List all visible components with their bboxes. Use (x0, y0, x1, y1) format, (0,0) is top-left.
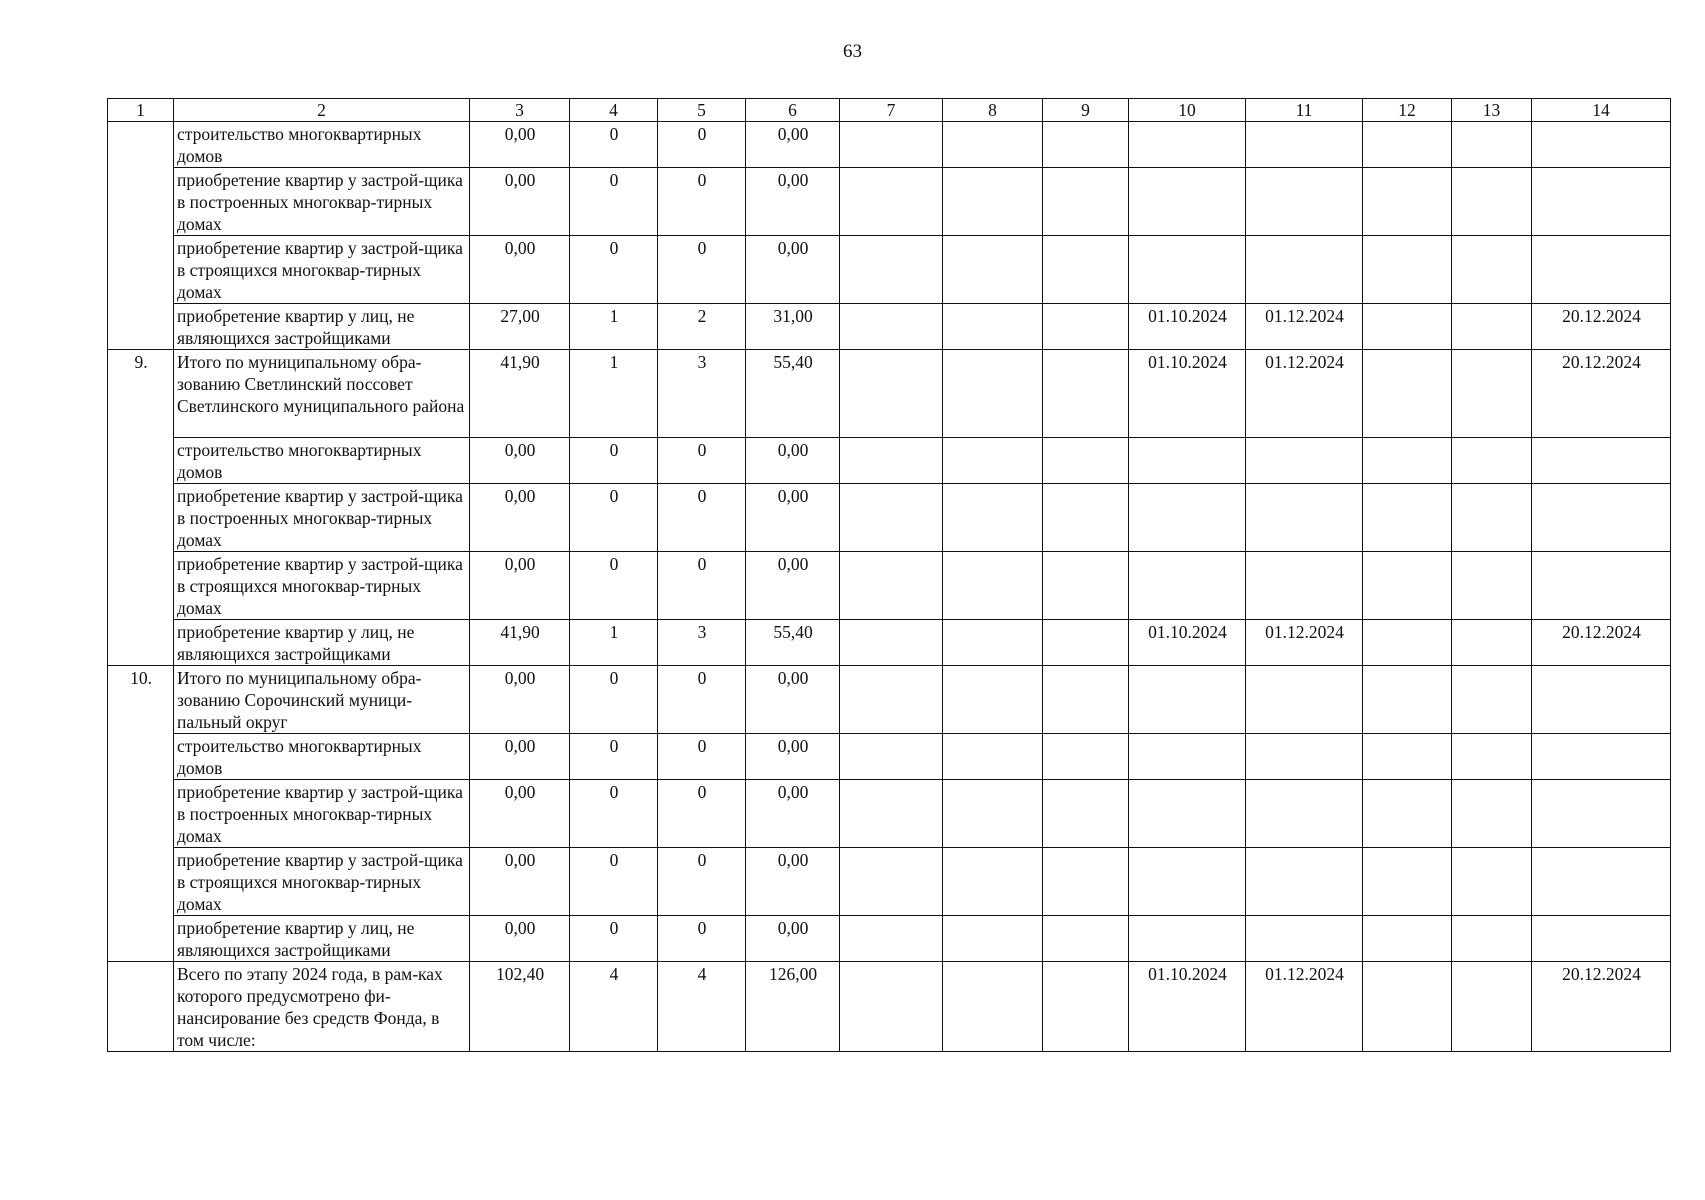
row-number-cell (108, 304, 174, 350)
col12-cell (1363, 122, 1452, 168)
col12-cell (1363, 620, 1452, 666)
col12-cell (1363, 734, 1452, 780)
persons-cell: 0 (658, 848, 746, 916)
total-area-cell: 0,00 (746, 780, 840, 848)
col13-cell (1452, 438, 1532, 484)
col8-cell (943, 438, 1043, 484)
families-cell: 0 (570, 168, 658, 236)
col8-cell (943, 962, 1043, 1052)
col7-cell (840, 620, 943, 666)
date-col10-cell (1129, 122, 1246, 168)
date-col14-cell (1532, 122, 1671, 168)
date-col10-cell (1129, 236, 1246, 304)
col13-cell (1452, 848, 1532, 916)
col7-cell (840, 848, 943, 916)
persons-cell: 0 (658, 780, 746, 848)
date-col14-cell (1532, 916, 1671, 962)
col13-cell (1452, 734, 1532, 780)
col7-cell (840, 484, 943, 552)
area-cell: 0,00 (470, 780, 570, 848)
total-area-cell: 55,40 (746, 620, 840, 666)
date-col14-cell: 20.12.2024 (1532, 962, 1671, 1052)
col9-cell (1043, 734, 1129, 780)
persons-cell: 0 (658, 236, 746, 304)
description-cell: Итого по муниципальному обра-зованию Светлинский поссовет Светлинского муниципального района (174, 350, 470, 438)
column-number-header: 3 (470, 99, 570, 122)
col9-cell (1043, 666, 1129, 734)
page-number: 63 (843, 41, 862, 62)
area-cell: 0,00 (470, 848, 570, 916)
date-col14-cell: 20.12.2024 (1532, 620, 1671, 666)
col9-cell (1043, 304, 1129, 350)
area-cell: 41,90 (470, 350, 570, 438)
column-number-header: 1 (108, 99, 174, 122)
program-stage-table (107, 98, 1671, 1052)
col7-cell (840, 552, 943, 620)
table-row (108, 304, 1671, 350)
persons-cell: 0 (658, 484, 746, 552)
col12-cell (1363, 236, 1452, 304)
description-cell: приобретение квартир у лиц, не являющихся застройщиками (174, 304, 470, 350)
col12-cell (1363, 916, 1452, 962)
col13-cell (1452, 916, 1532, 962)
description-cell: приобретение квартир у застрой-щика в построенных многоквар-тирных домах (174, 168, 470, 236)
area-cell: 102,40 (470, 962, 570, 1052)
date-col11-cell (1246, 916, 1363, 962)
col13-cell (1452, 304, 1532, 350)
column-number-header: 13 (1452, 99, 1532, 122)
col7-cell (840, 962, 943, 1052)
table-row (108, 666, 1671, 734)
col9-cell (1043, 122, 1129, 168)
table-row (108, 734, 1671, 780)
col12-cell (1363, 438, 1452, 484)
col8-cell (943, 848, 1043, 916)
row-number-cell (108, 962, 174, 1052)
description-cell: приобретение квартир у лиц, не являющихся застройщиками (174, 916, 470, 962)
date-col11-cell (1246, 780, 1363, 848)
date-col14-cell (1532, 552, 1671, 620)
families-cell: 0 (570, 780, 658, 848)
col12-cell (1363, 304, 1452, 350)
col8-cell (943, 780, 1043, 848)
col12-cell (1363, 848, 1452, 916)
total-area-cell: 55,40 (746, 350, 840, 438)
col7-cell (840, 236, 943, 304)
area-cell: 0,00 (470, 916, 570, 962)
col7-cell (840, 734, 943, 780)
area-cell: 0,00 (470, 552, 570, 620)
col8-cell (943, 916, 1043, 962)
families-cell: 0 (570, 236, 658, 304)
row-number-cell (108, 916, 174, 962)
date-col14-cell (1532, 848, 1671, 916)
col12-cell (1363, 350, 1452, 438)
date-col11-cell (1246, 848, 1363, 916)
area-cell: 0,00 (470, 122, 570, 168)
col12-cell (1363, 962, 1452, 1052)
col12-cell (1363, 168, 1452, 236)
col12-cell (1363, 484, 1452, 552)
persons-cell: 0 (658, 916, 746, 962)
col13-cell (1452, 620, 1532, 666)
area-cell: 0,00 (470, 484, 570, 552)
date-col10-cell (1129, 916, 1246, 962)
date-col11-cell: 01.12.2024 (1246, 962, 1363, 1052)
date-col14-cell (1532, 484, 1671, 552)
date-col10-cell: 01.10.2024 (1129, 620, 1246, 666)
families-cell: 1 (570, 304, 658, 350)
description-cell: Всего по этапу 2024 года, в рам-ках которого предусмотрено фи-нансирование без средств Фонда, в том числе: (174, 962, 470, 1052)
description-cell: приобретение квартир у застрой-щика в строящихся многоквар-тирных домах (174, 848, 470, 916)
date-col10-cell: 01.10.2024 (1129, 304, 1246, 350)
table-row (108, 484, 1671, 552)
date-col10-cell (1129, 168, 1246, 236)
col13-cell (1452, 350, 1532, 438)
col9-cell (1043, 168, 1129, 236)
total-area-cell: 0,00 (746, 484, 840, 552)
total-area-cell: 0,00 (746, 122, 840, 168)
area-cell: 0,00 (470, 168, 570, 236)
col9-cell (1043, 620, 1129, 666)
area-cell: 41,90 (470, 620, 570, 666)
col9-cell (1043, 552, 1129, 620)
col7-cell (840, 438, 943, 484)
col8-cell (943, 350, 1043, 438)
col12-cell (1363, 552, 1452, 620)
column-number-header: 4 (570, 99, 658, 122)
row-number-cell: 10. (108, 666, 174, 734)
date-col10-cell (1129, 734, 1246, 780)
total-area-cell: 126,00 (746, 962, 840, 1052)
table-row (108, 168, 1671, 236)
area-cell: 0,00 (470, 666, 570, 734)
column-number-header: 12 (1363, 99, 1452, 122)
total-area-cell: 31,00 (746, 304, 840, 350)
persons-cell: 0 (658, 168, 746, 236)
total-area-cell: 0,00 (746, 666, 840, 734)
row-number-cell (108, 122, 174, 168)
col9-cell (1043, 484, 1129, 552)
description-cell: приобретение квартир у лиц, не являющихся застройщиками (174, 620, 470, 666)
total-area-cell: 0,00 (746, 848, 840, 916)
table-row (108, 350, 1671, 438)
date-col11-cell: 01.12.2024 (1246, 304, 1363, 350)
row-number-cell (108, 848, 174, 916)
row-number-cell (108, 168, 174, 236)
column-number-header: 7 (840, 99, 943, 122)
col7-cell (840, 168, 943, 236)
row-number-cell (108, 236, 174, 304)
date-col14-cell (1532, 438, 1671, 484)
persons-cell: 0 (658, 666, 746, 734)
col7-cell (840, 916, 943, 962)
date-col11-cell: 01.12.2024 (1246, 620, 1363, 666)
date-col11-cell (1246, 168, 1363, 236)
column-number-header: 5 (658, 99, 746, 122)
families-cell: 0 (570, 438, 658, 484)
column-number-header: 9 (1043, 99, 1129, 122)
date-col11-cell (1246, 484, 1363, 552)
col9-cell (1043, 236, 1129, 304)
table-row (108, 916, 1671, 962)
families-cell: 0 (570, 848, 658, 916)
row-number-cell (108, 484, 174, 552)
families-cell: 4 (570, 962, 658, 1052)
col7-cell (840, 304, 943, 350)
families-cell: 0 (570, 122, 658, 168)
description-cell: приобретение квартир у застрой-щика в строящихся многоквар-тирных домах (174, 552, 470, 620)
column-number-header: 8 (943, 99, 1043, 122)
table-body (108, 99, 1671, 1052)
persons-cell: 0 (658, 734, 746, 780)
row-number-cell: 9. (108, 350, 174, 438)
col13-cell (1452, 122, 1532, 168)
date-col10-cell (1129, 666, 1246, 734)
date-col11-cell (1246, 122, 1363, 168)
col8-cell (943, 666, 1043, 734)
date-col11-cell: 01.12.2024 (1246, 350, 1363, 438)
description-cell: Итого по муниципальному обра-зованию Сорочинский муници-пальный округ (174, 666, 470, 734)
date-col11-cell (1246, 666, 1363, 734)
table-row (108, 122, 1671, 168)
col8-cell (943, 552, 1043, 620)
date-col11-cell (1246, 236, 1363, 304)
column-number-header: 2 (174, 99, 470, 122)
date-col14-cell (1532, 236, 1671, 304)
description-cell: строительство многоквартирных домов (174, 122, 470, 168)
col12-cell (1363, 780, 1452, 848)
families-cell: 0 (570, 552, 658, 620)
date-col10-cell: 01.10.2024 (1129, 962, 1246, 1052)
area-cell: 0,00 (470, 734, 570, 780)
table-row (108, 552, 1671, 620)
date-col10-cell: 01.10.2024 (1129, 350, 1246, 438)
table-row (108, 780, 1671, 848)
description-cell: приобретение квартир у застрой-щика в построенных многоквар-тирных домах (174, 780, 470, 848)
families-cell: 1 (570, 620, 658, 666)
total-area-cell: 0,00 (746, 552, 840, 620)
col9-cell (1043, 962, 1129, 1052)
date-col11-cell (1246, 552, 1363, 620)
col13-cell (1452, 168, 1532, 236)
total-area-cell: 0,00 (746, 916, 840, 962)
persons-cell: 0 (658, 122, 746, 168)
col7-cell (840, 350, 943, 438)
col13-cell (1452, 552, 1532, 620)
date-col14-cell: 20.12.2024 (1532, 304, 1671, 350)
description-cell: приобретение квартир у застрой-щика в построенных многоквар-тирных домах (174, 484, 470, 552)
row-number-cell (108, 552, 174, 620)
total-area-cell: 0,00 (746, 168, 840, 236)
description-cell: строительство многоквартирных домов (174, 734, 470, 780)
persons-cell: 0 (658, 438, 746, 484)
col13-cell (1452, 962, 1532, 1052)
families-cell: 0 (570, 916, 658, 962)
persons-cell: 3 (658, 620, 746, 666)
col13-cell (1452, 666, 1532, 734)
row-number-cell (108, 438, 174, 484)
date-col10-cell (1129, 780, 1246, 848)
col9-cell (1043, 916, 1129, 962)
col8-cell (943, 122, 1043, 168)
date-col10-cell (1129, 552, 1246, 620)
date-col14-cell (1532, 666, 1671, 734)
row-number-cell (108, 734, 174, 780)
col7-cell (840, 666, 943, 734)
total-area-cell: 0,00 (746, 438, 840, 484)
table-row (108, 438, 1671, 484)
date-col11-cell (1246, 438, 1363, 484)
date-col10-cell (1129, 438, 1246, 484)
families-cell: 0 (570, 666, 658, 734)
table-row (108, 620, 1671, 666)
col7-cell (840, 122, 943, 168)
col8-cell (943, 168, 1043, 236)
column-number-header: 11 (1246, 99, 1363, 122)
persons-cell: 4 (658, 962, 746, 1052)
description-cell: приобретение квартир у застрой-щика в строящихся многоквар-тирных домах (174, 236, 470, 304)
persons-cell: 3 (658, 350, 746, 438)
col8-cell (943, 620, 1043, 666)
column-number-row (108, 99, 1671, 122)
total-area-cell: 0,00 (746, 734, 840, 780)
col9-cell (1043, 438, 1129, 484)
col9-cell (1043, 780, 1129, 848)
area-cell: 0,00 (470, 236, 570, 304)
col13-cell (1452, 236, 1532, 304)
col12-cell (1363, 666, 1452, 734)
table-row (108, 848, 1671, 916)
col7-cell (840, 780, 943, 848)
row-number-cell (108, 620, 174, 666)
date-col10-cell (1129, 484, 1246, 552)
date-col14-cell (1532, 734, 1671, 780)
column-number-header: 10 (1129, 99, 1246, 122)
col13-cell (1452, 484, 1532, 552)
row-number-cell (108, 780, 174, 848)
area-cell: 0,00 (470, 438, 570, 484)
persons-cell: 2 (658, 304, 746, 350)
table-row (108, 962, 1671, 1052)
description-cell: строительство многоквартирных домов (174, 438, 470, 484)
families-cell: 1 (570, 350, 658, 438)
date-col14-cell (1532, 780, 1671, 848)
col9-cell (1043, 350, 1129, 438)
column-number-header: 6 (746, 99, 840, 122)
area-cell: 27,00 (470, 304, 570, 350)
date-col14-cell (1532, 168, 1671, 236)
date-col10-cell (1129, 848, 1246, 916)
families-cell: 0 (570, 484, 658, 552)
persons-cell: 0 (658, 552, 746, 620)
families-cell: 0 (570, 734, 658, 780)
table-row (108, 236, 1671, 304)
column-number-header: 14 (1532, 99, 1671, 122)
total-area-cell: 0,00 (746, 236, 840, 304)
date-col11-cell (1246, 734, 1363, 780)
col13-cell (1452, 780, 1532, 848)
col8-cell (943, 304, 1043, 350)
date-col14-cell: 20.12.2024 (1532, 350, 1671, 438)
col9-cell (1043, 848, 1129, 916)
col8-cell (943, 734, 1043, 780)
col8-cell (943, 236, 1043, 304)
col8-cell (943, 484, 1043, 552)
